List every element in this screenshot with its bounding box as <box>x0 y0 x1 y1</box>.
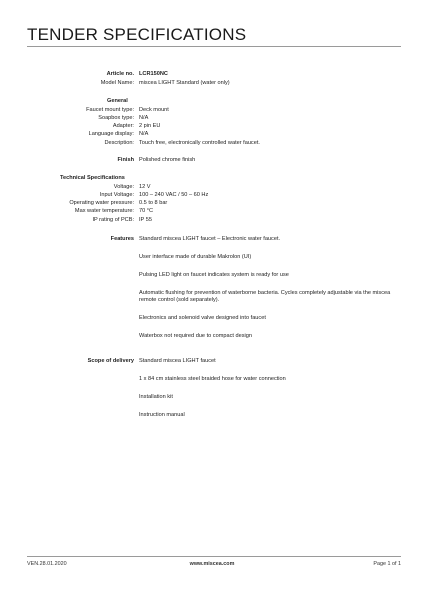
feature-item: Automatic flushing for prevention of waterborne bacteria. Cycles completely adjustable via the miscea remote control (sold separately). <box>139 290 391 304</box>
technical-heading: Technical Specifications <box>60 175 125 181</box>
general-value: Touch free, electronically controlled water faucet. <box>139 140 260 146</box>
footer-version: VEN.28.01.2020 <box>27 561 67 567</box>
article-value: LCR150NC <box>139 71 168 77</box>
technical-value: 70 °C <box>139 208 154 214</box>
title-divider <box>27 46 401 47</box>
general-value: 2 pin EU <box>139 123 161 129</box>
features-label: Features <box>110 236 134 242</box>
technical-value: 0.5 to 8 bar <box>139 200 168 206</box>
model-label: Model Name: <box>100 80 134 86</box>
feature-item: Standard miscea LIGHT faucet – Electronic water faucet. <box>139 236 281 242</box>
general-label: Adapter: <box>112 123 134 129</box>
scope-item: 1 x 84 cm stainless steel braided hose for water connection <box>139 376 286 382</box>
general-value: N/A <box>139 115 149 121</box>
general-value: Deck mount <box>139 107 169 113</box>
feature-item: Pulsing LED light on faucet indicates system is ready for use <box>139 272 289 278</box>
general-heading: General <box>107 98 128 104</box>
footer-page-number: Page 1 of 1 <box>373 561 401 567</box>
page-title: TENDER SPECIFICATIONS <box>27 25 247 44</box>
technical-label: IP rating of PCB: <box>92 217 134 223</box>
general-label: Language display: <box>88 131 134 137</box>
general-value: N/A <box>139 131 149 137</box>
feature-item: Waterbox not required due to compact design <box>139 333 252 339</box>
feature-item: Electronics and solenoid valve designed into faucet <box>139 315 266 321</box>
technical-value: 12 V <box>139 184 151 190</box>
footer-divider <box>27 556 401 557</box>
scope-label: Scope of delivery <box>87 358 134 364</box>
scope-item: Installation kit <box>139 394 173 400</box>
scope-item: Standard miscea LIGHT faucet <box>139 358 216 364</box>
technical-value: IP 55 <box>139 217 152 223</box>
general-label: Description: <box>104 140 134 146</box>
technical-label: Operating water pressure: <box>69 200 134 206</box>
model-value: miscea LIGHT Standard (water only) <box>139 80 230 86</box>
finish-label: Finish <box>117 157 134 163</box>
technical-label: Max water temperature: <box>74 208 134 214</box>
footer-website-link[interactable]: www.miscea.com <box>189 561 235 567</box>
article-label: Article no. <box>106 71 134 77</box>
scope-item: Instruction manual <box>139 412 185 418</box>
feature-item: User interface made of durable Makrolon (UI) <box>139 254 252 260</box>
general-label: Faucet mount type: <box>86 107 134 113</box>
general-label: Soapbox type: <box>98 115 134 121</box>
technical-label: Input Voltage: <box>99 192 134 198</box>
finish-value: Polished chrome finish <box>139 157 196 163</box>
technical-label: Voltage: <box>113 184 134 190</box>
technical-value: 100 – 240 VAC / 50 – 60 Hz <box>139 192 209 198</box>
